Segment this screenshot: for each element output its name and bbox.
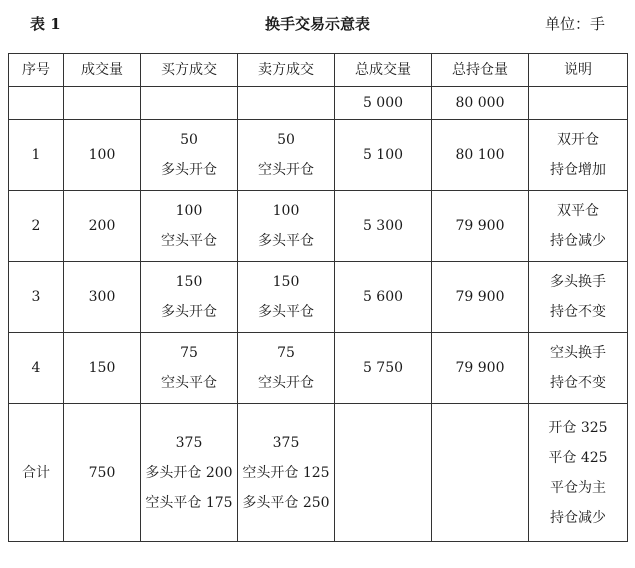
table-cell: 200 [64,191,141,262]
table-cell [141,262,238,333]
header-row [9,54,628,87]
table-title: 换手交易示意表 [264,15,370,33]
table-cell [238,120,335,191]
header-cell-buyer: 买方成交 [141,54,238,87]
cell-line: 空头开仓 125 [242,464,330,481]
cell-line: 多头开仓 200 [145,464,233,481]
cell-line: 50 [277,132,295,148]
cell-line: 多头开仓 [161,304,217,320]
turnover-trade-table [8,53,628,542]
table-row [9,262,628,333]
table-cell: 1 [9,120,64,191]
table-cell [529,404,628,542]
cell-line: 开仓 325 [548,419,608,436]
cell-line: 150 [175,274,203,290]
cell-line: 375 [175,434,203,451]
table-cell [9,87,64,120]
table-cell [529,262,628,333]
table-cell: 79 900 [432,333,529,404]
table-cell [141,404,238,542]
cell-line: 平仓 425 [548,449,608,466]
table-cell [529,87,628,120]
table-cell [141,191,238,262]
table-cell: 750 [64,404,141,542]
table-cell: 80 000 [432,87,529,120]
table-cell [238,404,335,542]
cell-line: 平仓为主 [550,479,606,496]
table-cell [238,262,335,333]
header-cell-seq: 序号 [9,54,64,87]
cell-line: 空头换手 [550,345,606,361]
cell-line: 空头开仓 [258,375,314,391]
table-cell: 79 900 [432,262,529,333]
header-cell-total-open-interest: 总持仓量 [432,54,529,87]
cell-line: 双开仓 [557,132,599,148]
cell-line: 双平仓 [557,203,599,219]
table-cell [238,333,335,404]
header-cell-note: 说明 [529,54,628,87]
cell-line: 多头换手 [550,274,606,290]
cell-line: 空头平仓 [161,233,217,249]
table-cell: 100 [64,120,141,191]
cell-line: 多头开仓 [161,162,217,178]
table-cell [238,87,335,120]
cell-line: 空头开仓 [258,162,314,178]
table-cell: 合计 [9,404,64,542]
total-row [9,404,628,542]
table-row [9,191,628,262]
initial-row [9,87,628,120]
cell-line: 375 [272,434,300,451]
cell-line: 多头平仓 [258,233,314,249]
header-cell-seller: 卖方成交 [238,54,335,87]
table-cell [529,191,628,262]
cell-line: 持仓不变 [550,375,606,391]
table-cell [141,333,238,404]
table-cell: 4 [9,333,64,404]
table-row [9,120,628,191]
table-row [9,333,628,404]
table-cell [141,120,238,191]
table-cell: 80 100 [432,120,529,191]
cell-line: 持仓减少 [550,509,606,526]
cell-line: 75 [180,345,198,361]
cell-line: 75 [277,345,295,361]
cell-line: 100 [175,203,203,219]
table-cell: 5 600 [335,262,432,333]
header-cell-volume: 成交量 [64,54,141,87]
cell-line: 多头平仓 [258,304,314,320]
cell-line: 100 [272,203,300,219]
table-cell: 5 300 [335,191,432,262]
table-cell [64,87,141,120]
cell-line: 持仓不变 [550,304,606,320]
cell-line: 多头平仓 250 [242,494,330,511]
table-cell [529,333,628,404]
table-cell [529,120,628,191]
table-cell: 5 000 [335,87,432,120]
cell-line: 持仓增加 [550,162,606,178]
cell-line: 150 [272,274,300,290]
table-caption [0,0,635,44]
table-cell [238,191,335,262]
table-cell: 300 [64,262,141,333]
cell-line: 50 [180,132,198,148]
table-cell [141,87,238,120]
cell-line: 空头平仓 175 [145,494,233,511]
table-cell: 3 [9,262,64,333]
table-label: 表 1 [30,15,61,33]
unit-label: 单位：手 [544,15,605,33]
table-cell: 5 750 [335,333,432,404]
cell-line: 空头平仓 [161,375,217,391]
table-cell: 5 100 [335,120,432,191]
header-cell-total-volume: 总成交量 [335,54,432,87]
table-cell [432,404,529,542]
table-cell: 150 [64,333,141,404]
cell-line: 持仓减少 [550,233,606,249]
table-cell [335,404,432,542]
table-cell: 2 [9,191,64,262]
table-cell: 79 900 [432,191,529,262]
